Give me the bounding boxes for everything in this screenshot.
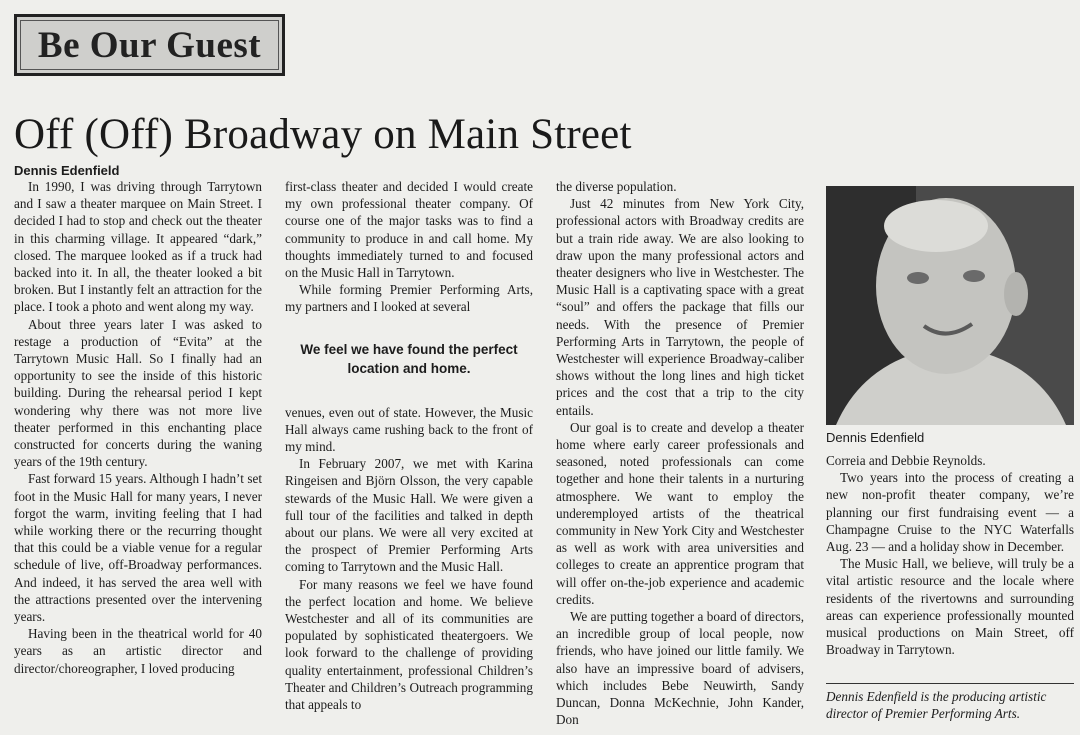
author-bio: Dennis Edenfield is the producing artistic director of Premier Performing Arts. [826,689,1047,721]
bio-divider [826,683,1074,684]
paragraph: Just 42 minutes from New York City, professional actors with Broadway credits are but a train ride away. We are also looking to draw upon the many professional actors and theater designers who live in Westchester. The Music Hall is a captivating space with a great “soul” and offers the package that fills our needs. With the presence of Premier Performing Arts in Tarrytown, the people of Westchester will experience Broadway-caliber shows without the long lines and high ticket prices and the cost that a trip to the city entails. [556,196,804,418]
paragraph: We are putting together a board of directors, an incredible group of local people, now friends, who have joined our little family. We also have an impressive board of advisers, which includes Bebe Neuwirth, Sandy Duncan, Donna McKechnie, John Kander, Don [556,609,804,728]
article-column-2 [285,178,533,728]
headline: Off (Off) Broadway on Main Street [14,111,632,158]
paragraph: first-class theater and decided I would create my own professional theater company. Of course one of the major tasks was to find a community to produce in and call home. My thoughts immediately turned to and focused on the Music Hall in Tarrytown. [285,179,533,281]
pull-quote: We feel we have found the perfect location and home. [300,341,518,376]
author-portrait-icon [826,186,1074,425]
article-column-4 [826,452,1074,682]
paragraph: Fast forward 15 years. Although I hadn’t set foot in the Music Hall for many years, I never forgot the warm, inviting feeling that I had while working there or the recurring thought that this could be a viable venue for a regular schedule of live, off-Broadway performances. And indeed, it has served the area well with the attractions presented over the intervening years. [14,471,262,625]
paragraph: In 1990, I was driving through Tarrytown and I saw a theater marquee on Main Street. I decided I had to stop and check out the theater in this charming village. It appeared “dark,” closed. The marquee looked as if a truck had backed into it. In all, the theater looked a bit broken. But I instantly felt an attraction for the place. I took a photo and went along my way. [14,179,262,315]
paragraph: About three years later I was asked to restage a production of “Evita” at the Tarrytown Music Hall. So I finally had an opportunity to see the inside of this historic building. During the rehearsal period I kept wondering why there was not more live theater performed in this enchanting place constructed for concerts during the waning years of the 19th century. [14,316,262,470]
paragraph: While forming Premier Performing Arts, my partners and I looked at several [285,282,533,315]
paragraph: Our goal is to create and develop a theater home where early career professionals and seasoned, noted professionals can come together and hone their talents in a nurturing atmosphere. We want to employ the underemployed artists of the theatrical community in New York City and Westchester as well as work with area universities and colleges to create an apprentice program that will offer on-the-job experience and academic credits. [556,419,804,607]
section-title: Be Our Guest [20,20,279,70]
paragraph: Correia and Debbie Reynolds. [826,453,986,468]
paragraph: venues, even out of state. However, the Music Hall always came rushing back to the front of my mind. [285,404,533,455]
article-column-1 [14,178,262,728]
photo-caption: Dennis Edenfield [826,430,925,445]
paragraph: Two years into the process of creating a new non-profit theater company, we’re planning our first fundraising event — a Champagne Cruise to the NYC Waterfalls Aug. 23 — and a holiday show in December. [826,470,1074,555]
paragraph: Having been in the theatrical world for 40 years as an artistic director and director/choreographer, I loved producing [14,626,262,676]
paragraph: For many reasons we feel we have found the perfect location and home. We believe Westchester and all of its communities are populated by sophisticated theatergoers. We look forward to the challenge of providing quality entertainment, professional Children’s Theater and Children’s Outreach programming that appeals to [285,576,533,713]
article-column-3 [556,178,804,728]
author-photo [826,186,1074,425]
paragraph: In February 2007, we met with Karina Ringeisen and Björn Olsson, the very capable stewards of the Music Hall. We were given a full tour of the facilities and talked in depth about our plans. We were all very excited at the prospect of Premier Performing Arts coming to Tarrytown and the Music Hall. [285,456,533,575]
byline: Dennis Edenfield [14,163,120,178]
paragraph: the diverse population. [556,179,677,194]
paragraph: The Music Hall, we believe, will truly be a vital artistic resource and the locale where residents of the rivertowns and surrounding areas can experience professionally mounted musical productions on Main Street, off Broadway in Tarrytown. [826,556,1074,658]
section-title-box [14,14,285,76]
